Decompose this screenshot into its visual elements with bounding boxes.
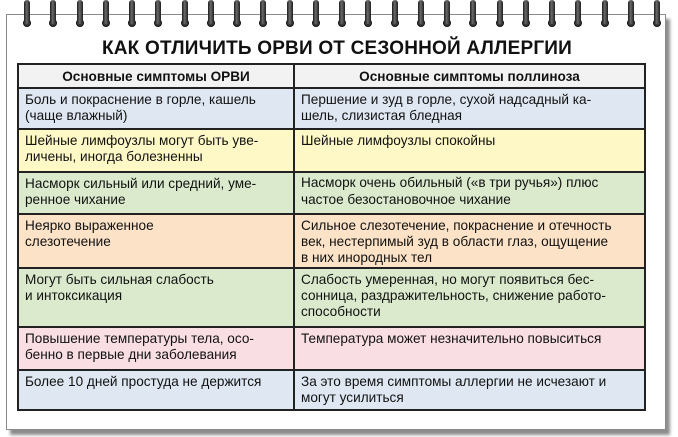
- spiral-coil: [363, 0, 373, 30]
- spiral-coil: [206, 0, 216, 30]
- spiral-coil: [468, 0, 478, 30]
- spiral-coil: [311, 0, 321, 30]
- orvi-symptom-cell: Неярко выраженное слезотечение: [18, 214, 294, 268]
- table-row: [18, 129, 645, 172]
- table-row: [18, 327, 645, 370]
- notebook-spiral-binding: [22, 0, 662, 30]
- spiral-coil: [232, 0, 242, 30]
- table-row: [18, 268, 645, 327]
- pollinosis-symptom-cell: Насморк очень обильный («в три ручья») плюс частое безостановочное чихание: [294, 172, 645, 214]
- table-row: [18, 88, 645, 129]
- spiral-coil: [626, 0, 636, 30]
- spiral-coil: [573, 0, 583, 30]
- table-row: [18, 370, 645, 410]
- orvi-symptom-cell: Шейные лимфоузлы могут быть уве- личены, иногда болезненны: [18, 129, 294, 172]
- spiral-coil: [258, 0, 268, 30]
- spiral-coil: [75, 0, 85, 30]
- pollinosis-symptom-cell: Першение и зуд в горле, сухой надсадный ка- шель, слизистая бледная: [294, 88, 645, 129]
- spiral-coil: [495, 0, 505, 30]
- spiral-coil: [442, 0, 452, 30]
- orvi-symptom-cell: Боль и покраснение в горле, кашель (чаще влажный): [18, 88, 294, 129]
- table-row: [18, 172, 645, 214]
- orvi-symptom-cell: Могут быть сильная слабость и интоксикация: [18, 268, 294, 327]
- comparison-table: [17, 63, 646, 411]
- spiral-coil: [547, 0, 557, 30]
- header-pollinosis: Основные симптомы поллиноза: [294, 64, 645, 88]
- spiral-coil: [48, 0, 58, 30]
- table-header-row: [18, 64, 645, 88]
- orvi-symptom-cell: Более 10 дней простуда не держится: [18, 370, 294, 410]
- spiral-coil: [127, 0, 137, 30]
- spiral-coil: [285, 0, 295, 30]
- spiral-coil: [337, 0, 347, 30]
- spiral-coil: [101, 0, 111, 30]
- spiral-coil: [600, 0, 610, 30]
- pollinosis-symptom-cell: Температура может незначительно повыситься: [294, 327, 645, 370]
- spiral-coil: [521, 0, 531, 30]
- spiral-coil: [153, 0, 163, 30]
- pollinosis-symptom-cell: Шейные лимфоузлы спокойны: [294, 129, 645, 172]
- orvi-symptom-cell: Повышение температуры тела, осо- бенно в первые дни заболевания: [18, 327, 294, 370]
- spiral-coil: [180, 0, 190, 30]
- pollinosis-symptom-cell: Сильное слезотечение, покраснение и отечность век, нестерпимый зуд в области глаз, ощущение в них инородных тел: [294, 214, 645, 268]
- orvi-symptom-cell: Насморк сильный или средний, уме- ренное чихание: [18, 172, 294, 214]
- spiral-coil: [22, 0, 32, 30]
- table-row: [18, 214, 645, 268]
- page-title: КАК ОТЛИЧИТЬ ОРВИ ОТ СЕЗОННОЙ АЛЛЕРГИИ: [101, 38, 573, 59]
- spiral-coil: [416, 0, 426, 30]
- spiral-coil: [390, 0, 400, 30]
- header-orvi: Основные симптомы ОРВИ: [18, 64, 294, 88]
- spiral-coil: [652, 0, 662, 30]
- pollinosis-symptom-cell: За это время симптомы аллергии не исчезают и могут усилиться: [294, 370, 645, 410]
- pollinosis-symptom-cell: Слабость умеренная, но могут появиться бес- сонница, раздражительность, снижение работо- способности: [294, 268, 645, 327]
